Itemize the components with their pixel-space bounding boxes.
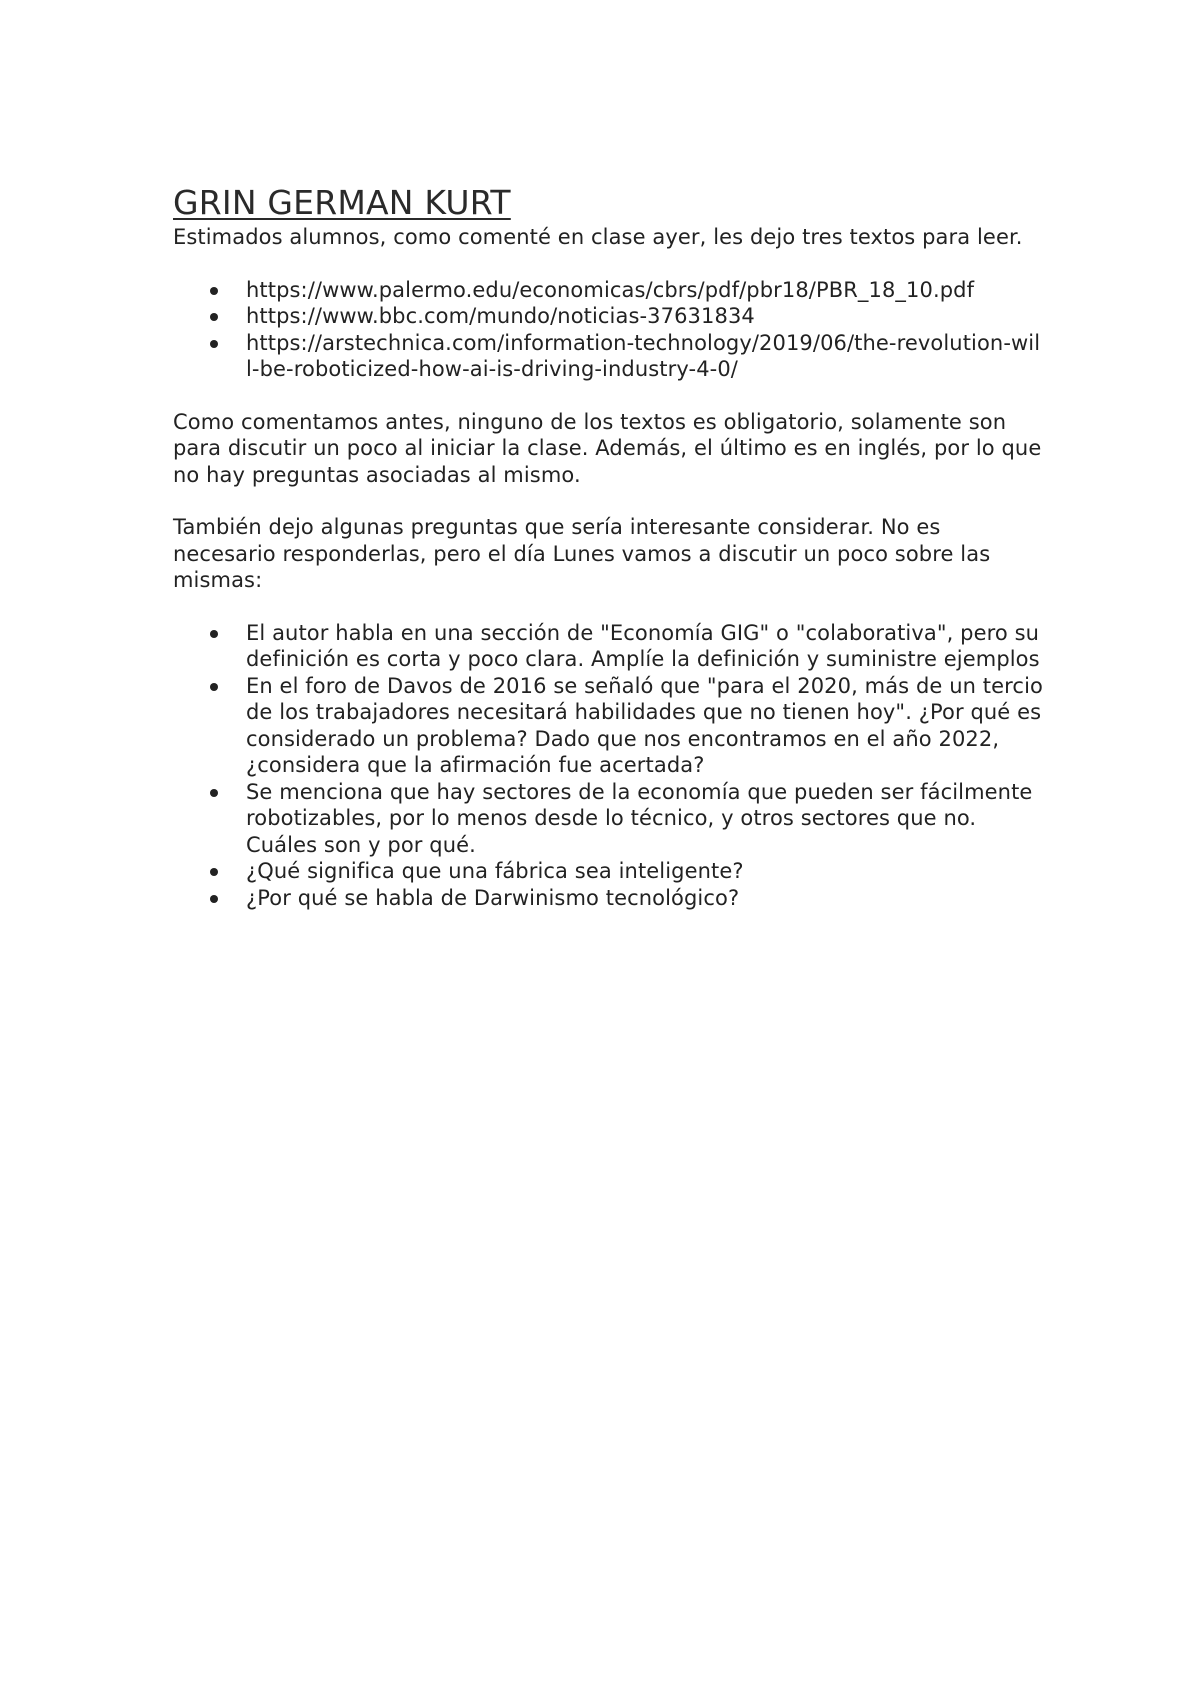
link-text[interactable]: https://arstechnica.com/information-technology/2019/06/the-revolution-will-be-roboticized-how-ai-is-driving-industry-4-0/	[246, 330, 1041, 381]
bullet-icon	[210, 868, 218, 876]
question-text: ¿Por qué se habla de Darwinismo tecnológico?	[246, 885, 740, 910]
bullet-icon	[210, 683, 218, 691]
bullet-icon	[210, 313, 218, 321]
question-item	[173, 779, 1043, 859]
document-page	[173, 182, 1043, 911]
question-item	[173, 858, 1043, 885]
bullet-icon	[210, 340, 218, 348]
bullet-icon	[210, 789, 218, 797]
links-list	[173, 277, 1043, 383]
question-item	[173, 885, 1043, 912]
intro-paragraph: Estimados alumnos, como comenté en clase ayer, les dejo tres textos para leer.	[173, 225, 1023, 249]
link-item[interactable]	[173, 277, 1043, 304]
bullet-icon	[210, 895, 218, 903]
link-item[interactable]	[173, 330, 1043, 383]
questions-intro-paragraph: También dejo algunas preguntas que sería interesante considerar. No es necesario responderlas, pero el día Lunes vamos a discutir un poco sobre las mismas:	[173, 515, 991, 592]
link-item[interactable]	[173, 303, 1043, 330]
bullet-icon	[210, 287, 218, 295]
questions-list	[173, 620, 1043, 912]
link-text[interactable]: https://www.palermo.edu/economicas/cbrs/pdf/pbr18/PBR_18_10.pdf	[246, 277, 975, 302]
bullet-icon	[210, 630, 218, 638]
question-item	[173, 620, 1043, 673]
question-item	[173, 673, 1043, 779]
notes-paragraph: Como comentamos antes, ninguno de los textos es obligatorio, solamente son para discutir un poco al iniciar la clase. Además, el último es en inglés, por lo que no hay preguntas asociadas al mismo.	[173, 409, 1042, 487]
question-text: El autor habla en una sección de "Economía GIG" o "colaborativa", pero su definición es corta y poco clara. Amplíe la definición y suministre ejemplos	[246, 620, 1040, 671]
document-title: GRIN GERMAN KURT	[173, 183, 511, 222]
question-text: ¿Qué significa que una fábrica sea inteligente?	[246, 859, 744, 883]
question-text: En el foro de Davos de 2016 se señaló que "para el 2020, más de un tercio de los trabajadores necesitará habilidades que no tienen hoy". ¿Por qué es considerado un problema? Dado que nos encontramos en el año 2022, ¿considera que la afirmación fue acertada?	[246, 673, 1043, 777]
question-text: Se menciona que hay sectores de la economía que pueden ser fácilmente robotizables, por lo menos desde lo técnico, y otros sectores que no. Cuáles son y por qué.	[246, 779, 1033, 857]
link-text[interactable]: https://www.bbc.com/mundo/noticias-37631834	[246, 304, 755, 328]
